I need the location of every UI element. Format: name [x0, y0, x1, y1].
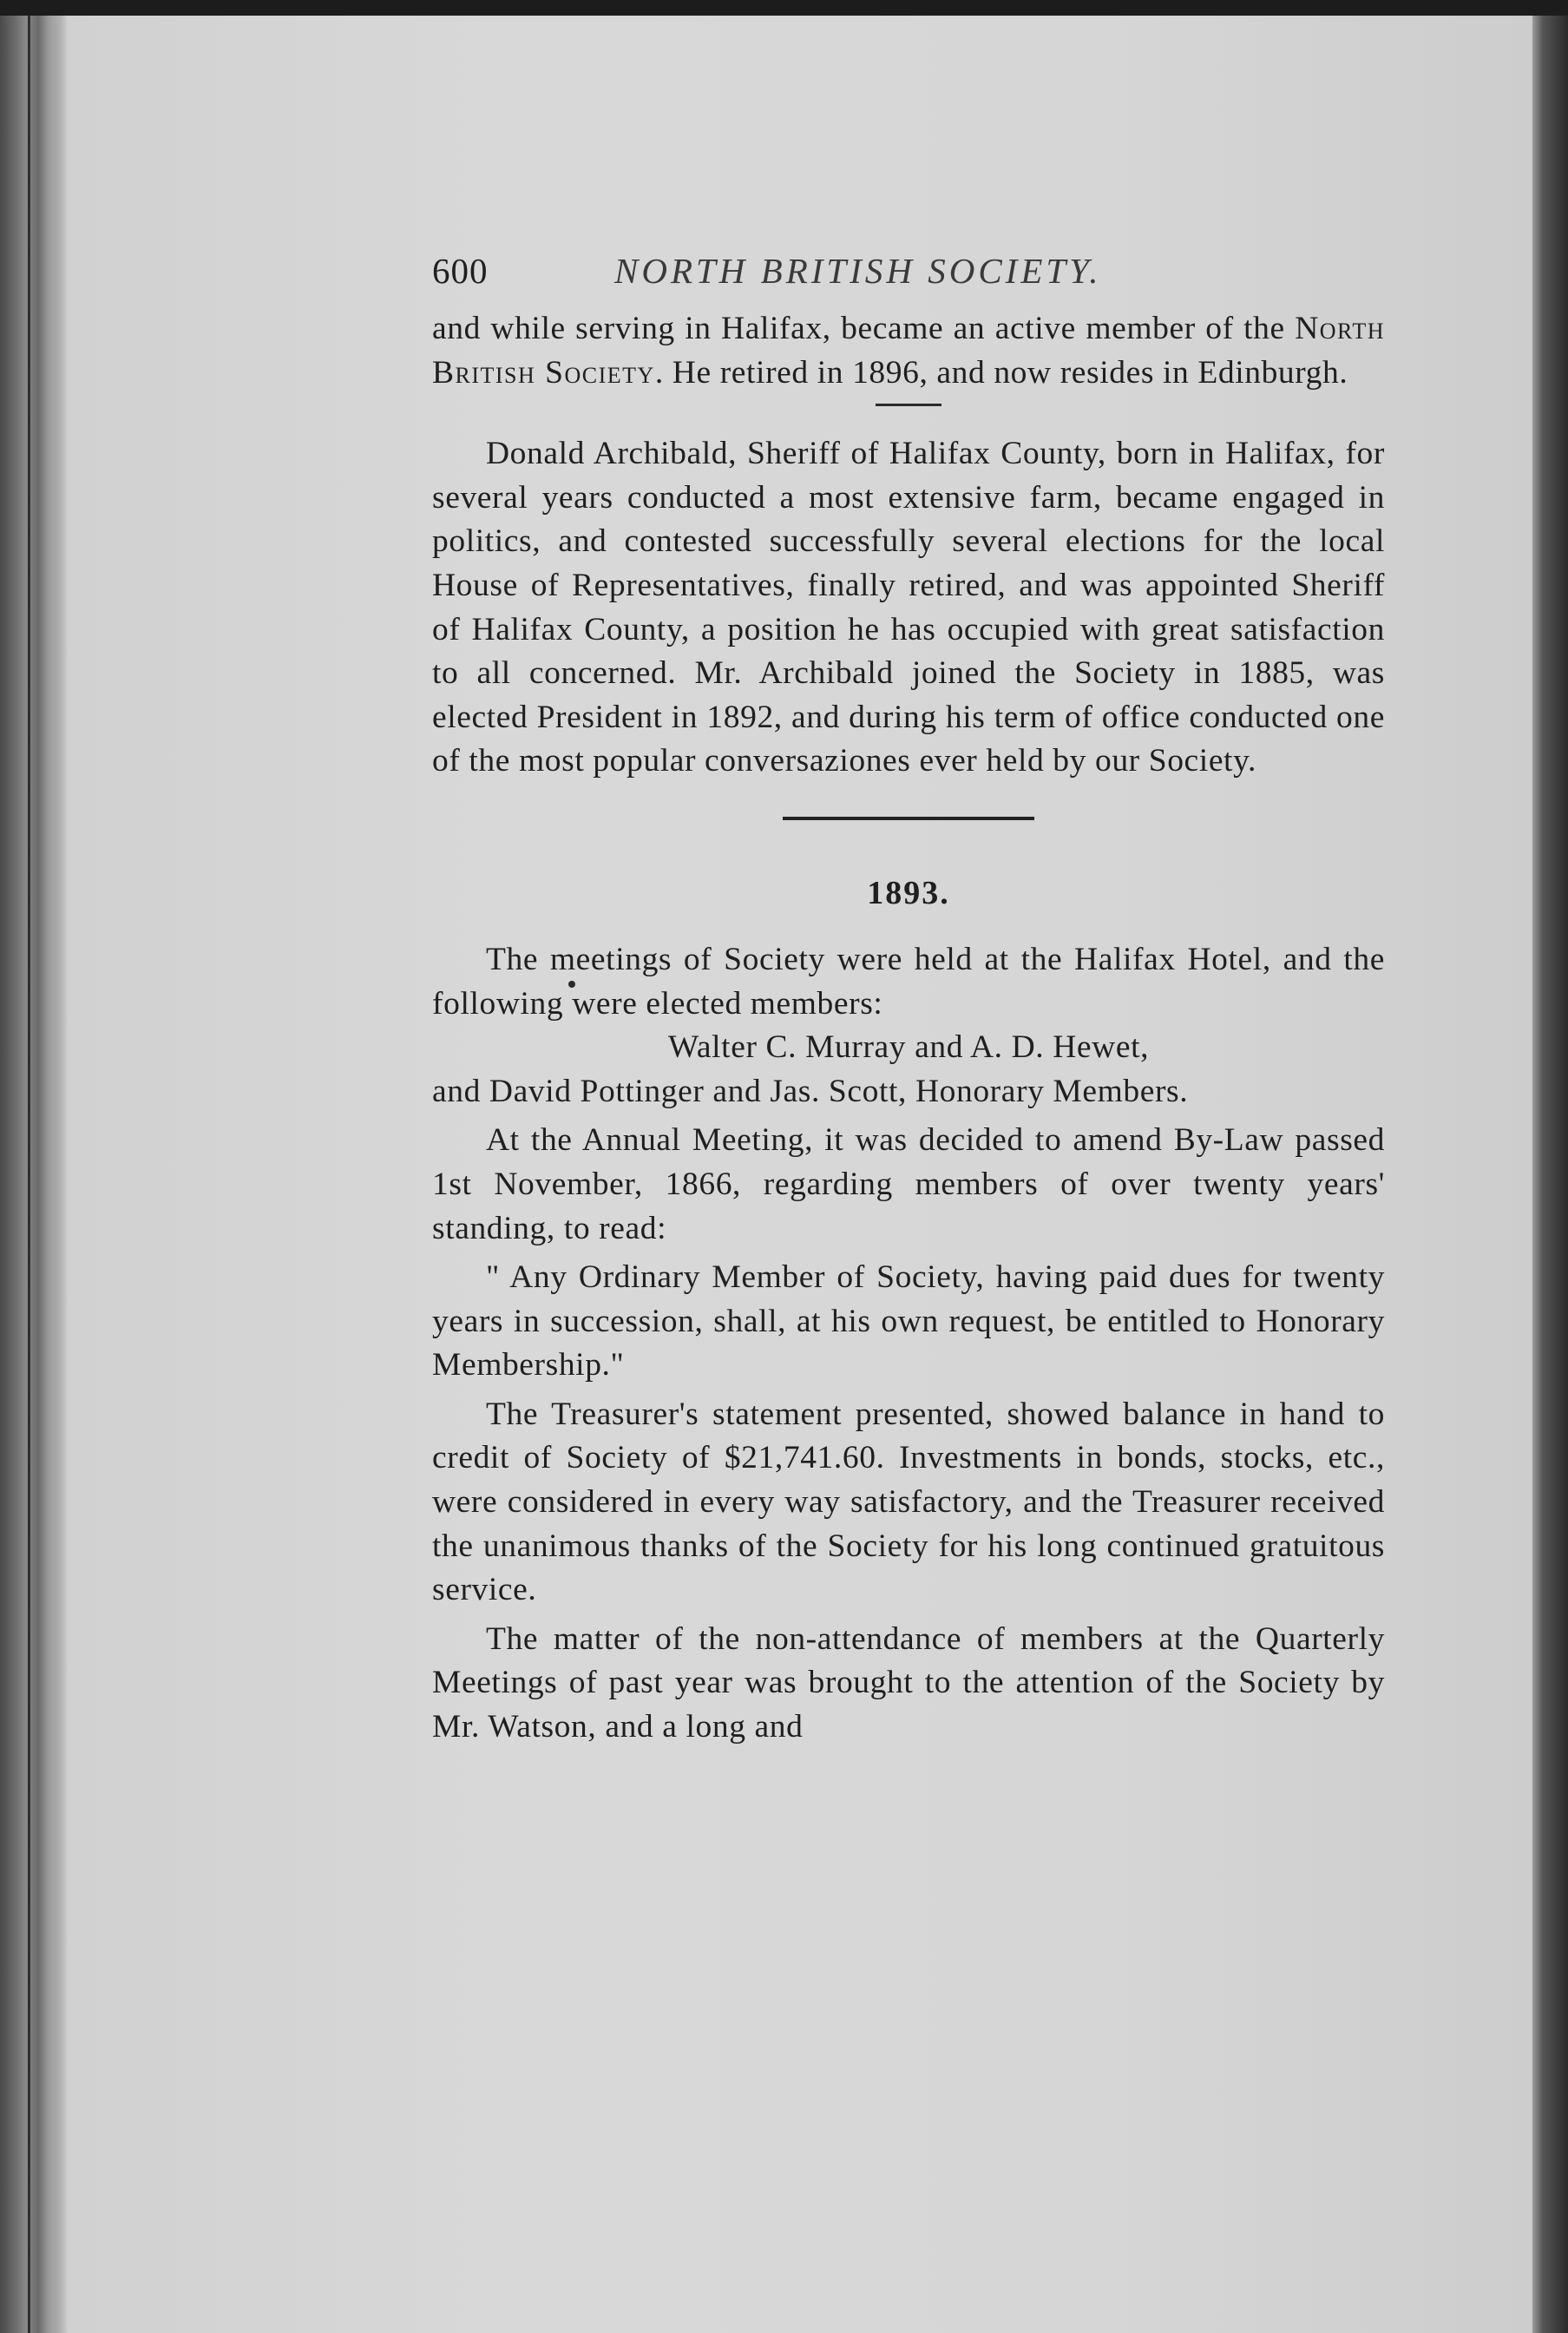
paragraph-text: and while serving in Halifax, became an active member of the — [432, 311, 1296, 346]
top-edge-shadow — [0, 0, 1568, 16]
book-binding-edge — [0, 16, 68, 2333]
page-number: 600 — [432, 251, 489, 291]
paragraph-meetings: The meetings of Society were held at the Halifax Hotel, and the following were elected members: — [432, 941, 1385, 1022]
section-divider-long — [783, 817, 1034, 820]
elected-members-line: Walter C. Murray and A. D. Hewet, — [667, 1029, 1150, 1066]
section-divider-short — [876, 404, 941, 406]
paragraph-archibald: Donald Archibald, Sheriff of Halifax County, born in Halifax, for several years conducted a most extensive farm, became engaged in politics, and contested successfully several elections for the local House of Representatives, finally retired, and was appointed Sheriff of Halifax County, a position he has occupied with great satisfaction to all concerned. Mr. Archibald joined the Society in 1885, was elected President in 1892, and during his term of office conducted one of the most popular conversaziones ever held by our Society. — [432, 436, 1385, 779]
year-heading: 1893. — [867, 874, 950, 911]
paragraph-annual-meeting: At the Annual Meeting, it was decided to amend By-Law passed 1st November, 1866, regarding members of over twenty years' standing, to read: — [432, 1122, 1385, 1246]
paragraph-treasurer: The Treasurer's statement presented, showed balance in hand to credit of Society of $21,741.60. Investments in bonds, stocks, etc., were considered in every way satisfactory, and the Treasurer received the unanimous thanks of the Society for his long continued gratuitous service. — [432, 1396, 1385, 1608]
right-edge-shadow — [1532, 16, 1568, 2333]
paragraph-continued — [432, 307, 1385, 395]
binding-crease — [28, 16, 30, 2333]
paragraph-bylaw-quote: " Any Ordinary Member of Society, having paid dues for twenty years in succession, shall, at his own request, be entitled to Honorary Membership." — [432, 1259, 1385, 1383]
running-title: NORTH BRITISH SOCIETY. — [614, 251, 1102, 291]
page-content — [432, 243, 1385, 1750]
running-head — [432, 243, 1385, 295]
honorary-members-line: and David Pottinger and Jas. Scott, Honorary Members. — [432, 1073, 1189, 1109]
paragraph-attendance: The matter of the non-attendance of members at the Quarterly Meetings of past year was brought to the attention of the Society by Mr. Watson, and a long and — [432, 1620, 1385, 1745]
paragraph-text: . He retired in 1896, and now resides in Edinburgh. — [654, 354, 1348, 391]
society-name-smallcaps: North British Society — [432, 311, 1385, 391]
